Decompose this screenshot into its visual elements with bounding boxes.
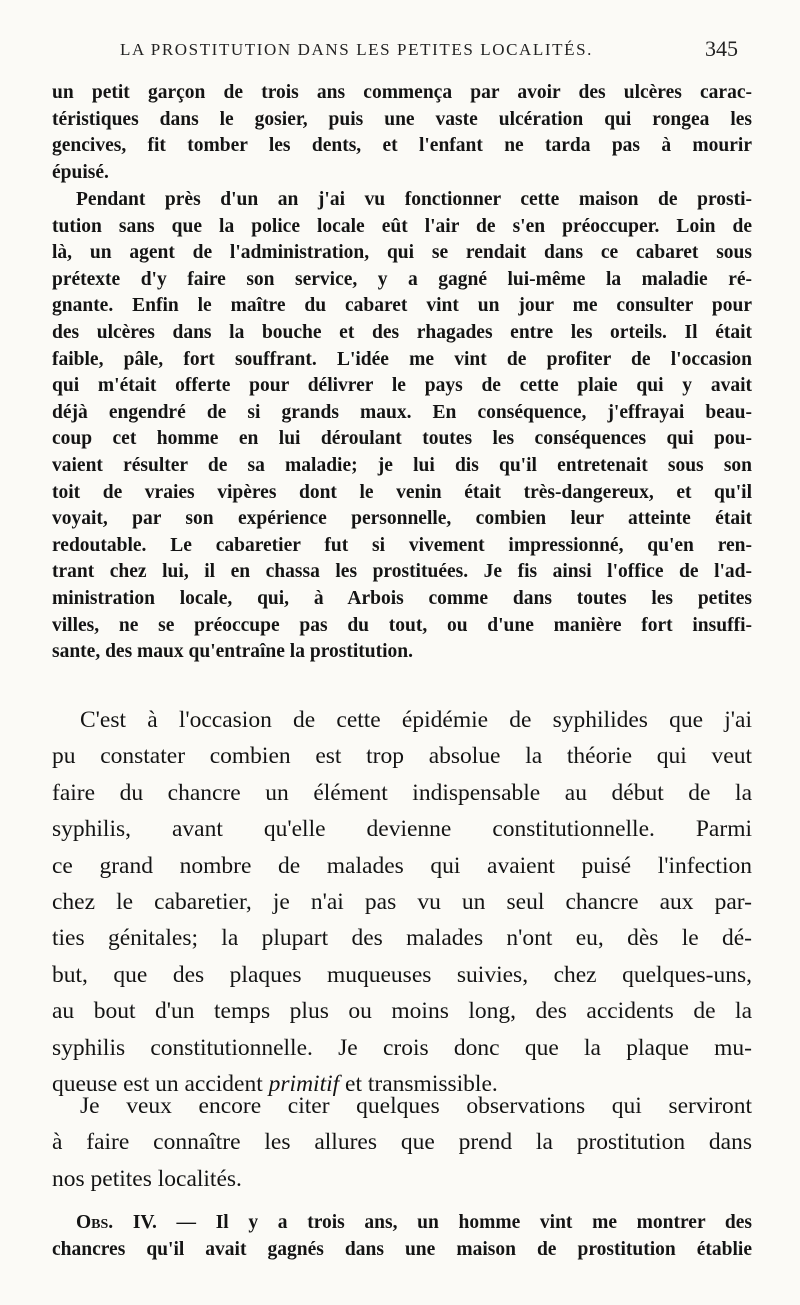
text-line: déjà engendré de si grands maux. En conséquence, j'effrayai beau-	[52, 401, 752, 423]
text-line: tution sans que la police locale eût l'air de s'en préoccuper. Loin de	[52, 215, 752, 237]
paragraph-observation-4	[52, 1210, 752, 1263]
text-line: C'est à l'occasion de cette épidémie de syphilides que j'ai	[80, 707, 752, 733]
text-line: gnante. Enfin le maître du cabaret vint un jour me consulter pour	[52, 295, 752, 317]
text-line: voyait, par son expérience personnelle, combien leur atteinte était	[52, 508, 752, 530]
text-line: faible, pâle, fort souffrant. L'idée me vint de profiter de l'occasion	[52, 348, 752, 370]
text-line: redoutable. Le cabaretier fut si vivement impressionné, qu'en ren-	[52, 534, 752, 556]
text-line: pu constater combien est trop absolue la théorie qui veut	[52, 743, 752, 770]
text-line: à faire connaître les allures que prend la prostitution dans	[52, 1129, 752, 1156]
text-line: toit de vraies vipères dont le venin était très-dangereux, et qu'il	[52, 481, 752, 503]
paragraph-observations-intro	[52, 1088, 752, 1197]
text-line: Je veux encore citer quelques observations qui serviront	[80, 1093, 752, 1119]
observation-label: Obs. IV.	[76, 1212, 157, 1233]
paragraph-syphilides	[52, 702, 752, 1102]
text-line: trant chez lui, il en chassa les prostituées. Je fis ainsi l'office de l'ad-	[52, 561, 752, 583]
text-line: vaient résulter de sa maladie; je lui dis qu'il entretenait sous son	[52, 454, 752, 476]
running-title: LA PROSTITUTION DANS LES PETITES LOCALITÉS.	[120, 40, 594, 59]
text-line: épuisé.	[52, 161, 109, 183]
text-line: ties génitales; la plupart des malades n'ont eu, dès le dé-	[52, 925, 752, 952]
text-line	[52, 1210, 752, 1237]
text-line: prétexte d'y faire son service, y a gagné lui-même la maladie ré-	[52, 268, 752, 290]
text-line: syphilis constitutionnelle. Je crois donc que la plaque mu-	[52, 1034, 752, 1061]
text-line: qui m'était offerte pour délivrer le pays de cette plaie qui y avait	[52, 375, 752, 397]
text-line: villes, ne se préoccupe pas du tout, ou d'une manière fort insuffi-	[52, 614, 752, 636]
text-line: syphilis, avant qu'elle devienne constitutionnelle. Parmi	[52, 816, 752, 843]
text-line: chancres qu'il avait gagnés dans une maison de prostitution établie	[52, 1238, 752, 1260]
text-line: chez le cabaretier, je n'ai pas vu un seul chancre aux par-	[52, 889, 752, 916]
text-line: ce grand nombre de malades qui avaient puisé l'infection	[52, 852, 752, 879]
text-line: sante, des maux qu'entraîne la prostitution.	[52, 641, 413, 663]
running-head	[60, 36, 750, 64]
text-line: but, que des plaques muqueuses suivies, chez quelques-uns,	[52, 961, 752, 988]
text-line: là, un agent de l'administration, qui se rendait dans ce cabaret sous	[52, 242, 752, 264]
text-line: coup cet homme en lui déroulant toutes les conséquences qui pou-	[52, 428, 752, 450]
text-line: téristiques dans le gosier, puis une vaste ulcération qui rongea les	[52, 108, 752, 130]
text-fragment: — Il y a trois ans, un homme vint me montrer des	[156, 1212, 752, 1233]
paragraph-cabaret	[52, 187, 752, 666]
text-line: un petit garçon de trois ans commença par avoir des ulcères carac-	[52, 82, 752, 103]
text-fragment: queuse est un accident	[52, 1071, 269, 1098]
paragraph-continuation	[52, 80, 752, 186]
text-line: gencives, fit tomber les dents, et l'enfant ne tarda pas à mourir	[52, 135, 752, 157]
text-line: au bout d'un temps plus ou moins long, des accidents de la	[52, 998, 752, 1025]
text-line: faire du chancre un élément indispensable au début de la	[52, 779, 752, 806]
emphasis-text: primitif	[268, 1071, 340, 1098]
page-number: 345	[705, 36, 738, 61]
text-line: nos petites localités.	[52, 1165, 242, 1192]
text-line: Pendant près d'un an j'ai vu fonctionner cette maison de prosti-	[76, 189, 752, 210]
text-line: des ulcères dans la bouche et des rhagades entre les orteils. Il était	[52, 321, 752, 343]
text-fragment: et transmissible.	[339, 1071, 498, 1098]
text-line: ministration locale, qui, à Arbois comme dans toutes les petites	[52, 587, 752, 609]
